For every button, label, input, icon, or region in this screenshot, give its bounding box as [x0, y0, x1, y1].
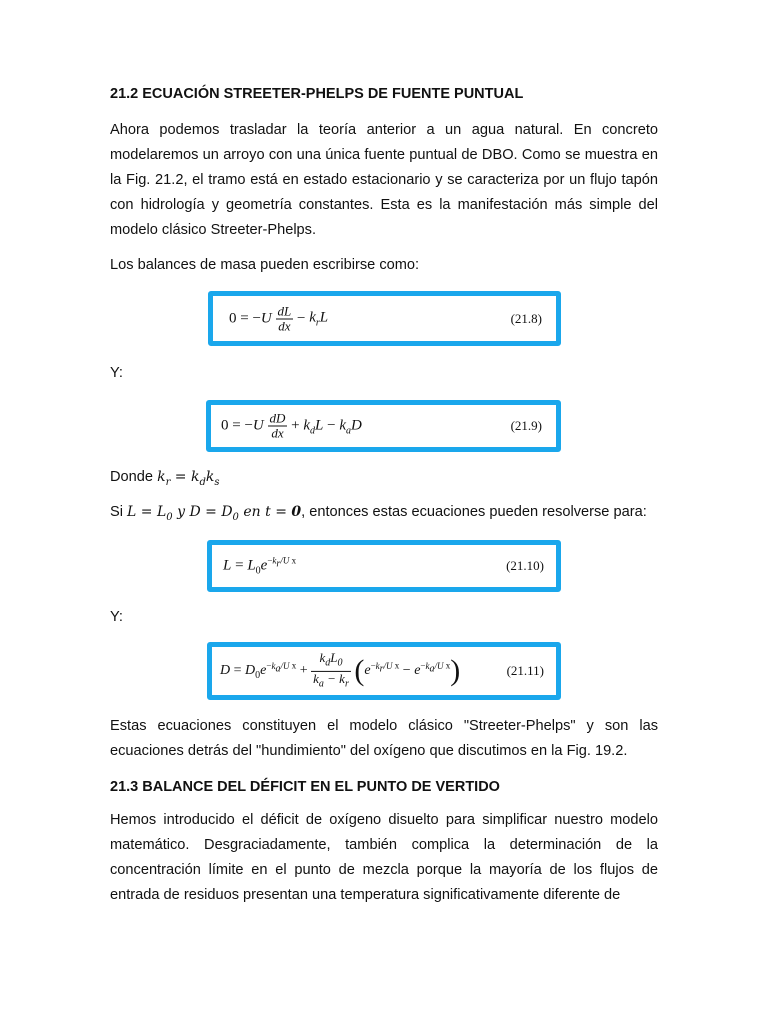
label-y-1: Y: — [110, 365, 123, 381]
equation-21-11-formula: $D = D_0e^{-k_a/U x}$ + $\frac{k_dL_0}{k_a - k_r}$ $(e^{-k_r/U x} - e^{-k_a/U x})$ — [220, 649, 461, 690]
equation-21-9 — [206, 400, 561, 452]
si-math: $L = L_0$ y $D = D_0$ en t = 0 — [127, 504, 302, 523]
equation-21-9-formula: 0 = −U $\frac{dD}{dx}$ + $k_dL - k_aD$ — [221, 410, 362, 441]
paragraph-si — [110, 500, 658, 530]
paragraph-deficit: Hemos introducido el déficit de oxígeno disuelto para simplificar nuestro modelo matemático. Desgraciadamente, también complica la determinación de la concentración límite en el punto de mezcla porque la mayoría de los flujos de entrada de residuos presentan una temperatura significativamente diferente de — [110, 812, 658, 903]
equation-21-8-number: (21.8) — [510, 310, 542, 326]
donde-text: Donde — [110, 469, 154, 485]
equation-21-10-number: (21.10) — [506, 558, 544, 573]
si-text-a: Si — [110, 504, 123, 520]
section-heading-21-2: 21.2 ECUACIÓN STREETER-PHELPS DE FUENTE PUNTUAL — [110, 86, 524, 102]
paragraph-intro: Ahora podemos trasladar la teoría anterior a un agua natural. En concreto modelaremos un arroyo con una única fuente puntual de DBO. Como se muestra en la Fig. 21.2, el tramo está en estado estacionario y se caracteriza por un flujo tapón con hidrología y geometría constantes. Esta es la manifestación más simple del modelo clásico Streeter-Phelps. — [110, 122, 658, 238]
equation-21-10 — [207, 540, 561, 592]
donde-math: $k_r = k_dk_s$ — [157, 469, 220, 488]
equation-21-10-formula: $L = L_0e^{-k_r/U x}$ — [223, 555, 297, 577]
equation-21-8 — [208, 291, 561, 346]
si-text-b: , entonces estas ecuaciones pueden resolverse para: — [301, 504, 647, 520]
section-heading-21-3: 21.3 BALANCE DEL DÉFICIT EN EL PUNTO DE VERTIDO — [110, 779, 500, 795]
label-y-2: Y: — [110, 609, 123, 625]
equation-21-11 — [207, 642, 561, 700]
equation-21-8-formula: 0 = −U $\frac{dL}{dx}$ − $k_rL$ — [229, 303, 329, 333]
paragraph-donde — [110, 465, 658, 495]
equation-21-9-number: (21.9) — [510, 418, 542, 433]
paragraph-streeter-phelps: Estas ecuaciones constituyen el modelo clásico "Streeter-Phelps" y son las ecuaciones detrás del "hundimiento" del oxígeno que discutimos en la Fig. 19.2. — [110, 718, 658, 759]
equation-21-11-number: (21.11) — [506, 663, 544, 678]
paragraph-mass-balance: Los balances de masa pueden escribirse como: — [110, 257, 420, 273]
